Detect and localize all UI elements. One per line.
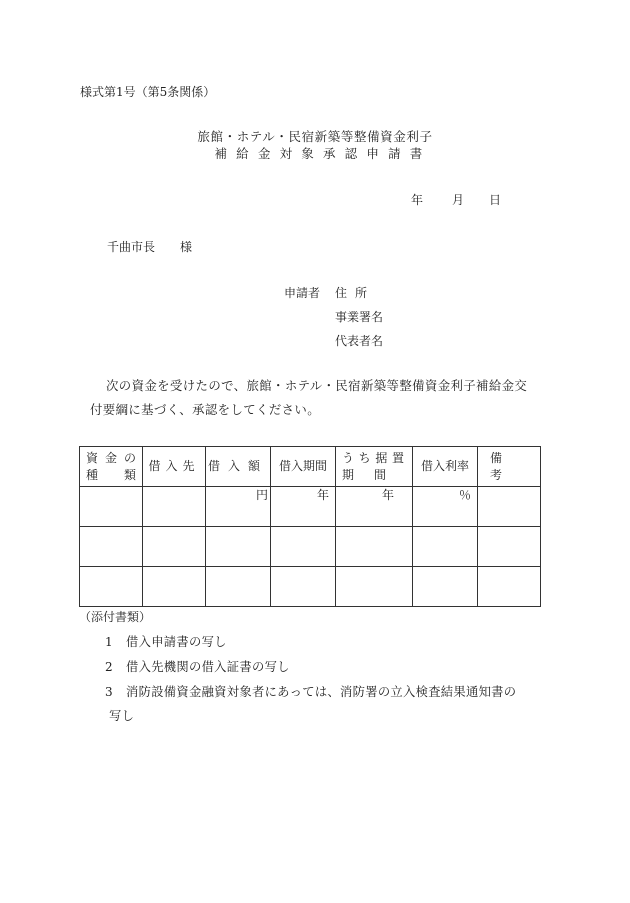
request-text-line2: 付要綱に基づく、承認をしてください。: [90, 402, 320, 417]
header-remarks: 備考: [478, 447, 541, 487]
unit-yen: 円: [256, 488, 269, 502]
cell-remarks[interactable]: [478, 527, 541, 567]
header-fund-type-bottom: 種 類: [86, 467, 136, 482]
attachment-1-text: 借入申請書の写し: [126, 635, 227, 649]
date-day-label: 日: [489, 193, 502, 207]
cell-amount[interactable]: [206, 487, 271, 527]
header-lender: 借入先: [143, 447, 206, 487]
attachment-3-continuation: 写し: [109, 709, 135, 723]
cell-rate[interactable]: [413, 487, 478, 527]
attachment-2-text: 借入先機関の借入証書の写し: [126, 660, 290, 674]
cell-grace[interactable]: [336, 567, 413, 607]
cell-amount[interactable]: [206, 527, 271, 567]
applicant-label: 申請者: [284, 286, 321, 300]
applicant-address-label: 住所: [335, 286, 376, 300]
cell-remarks[interactable]: [478, 567, 541, 607]
header-grace-top: う ち 据 置: [342, 450, 407, 465]
cell-rate[interactable]: [413, 567, 478, 607]
document-title-line2: 補給金対象承認申請書: [214, 146, 432, 161]
date-year-label: 年: [411, 193, 424, 207]
header-rate: 借入利率: [413, 447, 478, 487]
form-number: 様式第1号（第5条関係）: [80, 85, 216, 99]
document-title-line1: 旅館・ホテル・民宿新築等整備資金利子: [197, 129, 433, 144]
header-period: 借入期間: [271, 447, 336, 487]
cell-amount[interactable]: [206, 567, 271, 607]
cell-grace[interactable]: [336, 527, 413, 567]
attachment-3-text: 消防設備資金融資対象者にあっては、消防署の立入検査結果通知書の: [126, 685, 517, 699]
cell-rate[interactable]: [413, 527, 478, 567]
cell-lender[interactable]: [143, 487, 206, 527]
date-month-label: 月: [452, 193, 465, 207]
table-header-row: [80, 447, 541, 487]
loan-details-table: [79, 446, 541, 607]
cell-fund-type[interactable]: [80, 567, 143, 607]
cell-period[interactable]: [271, 527, 336, 567]
unit-year-grace: 年: [382, 488, 395, 502]
cell-fund-type[interactable]: [80, 487, 143, 527]
attachment-3-number: 3: [105, 685, 113, 699]
header-grace-bottom: 期 間: [342, 467, 407, 482]
attachments-title: （添付書類）: [79, 610, 152, 624]
cell-fund-type[interactable]: [80, 527, 143, 567]
cell-lender[interactable]: [143, 527, 206, 567]
cell-remarks[interactable]: [478, 487, 541, 527]
table-row: [80, 567, 541, 607]
table-row: [80, 487, 541, 527]
cell-period[interactable]: [271, 567, 336, 607]
header-fund-type: [80, 447, 143, 487]
applicant-representative-label: 代表者名: [335, 334, 384, 348]
attachment-2-number: 2: [105, 660, 113, 674]
request-text-line1: 次の資金を受けたので、旅館・ホテル・民宿新築等整備資金利子補給金交: [106, 378, 528, 393]
addressee-name: 千曲市長: [107, 240, 156, 254]
unit-year-period: 年: [317, 488, 330, 502]
attachment-1-number: 1: [105, 635, 113, 649]
header-grace: [336, 447, 413, 487]
header-amount: 借入額: [206, 447, 271, 487]
cell-period[interactable]: [271, 487, 336, 527]
cell-grace[interactable]: [336, 487, 413, 527]
unit-percent: ％: [459, 488, 472, 502]
addressee-honorific: 様: [180, 240, 193, 254]
cell-lender[interactable]: [143, 567, 206, 607]
table-row: [80, 527, 541, 567]
header-fund-type-top: 資 金 の: [86, 450, 136, 465]
applicant-office-label: 事業署名: [335, 310, 384, 324]
